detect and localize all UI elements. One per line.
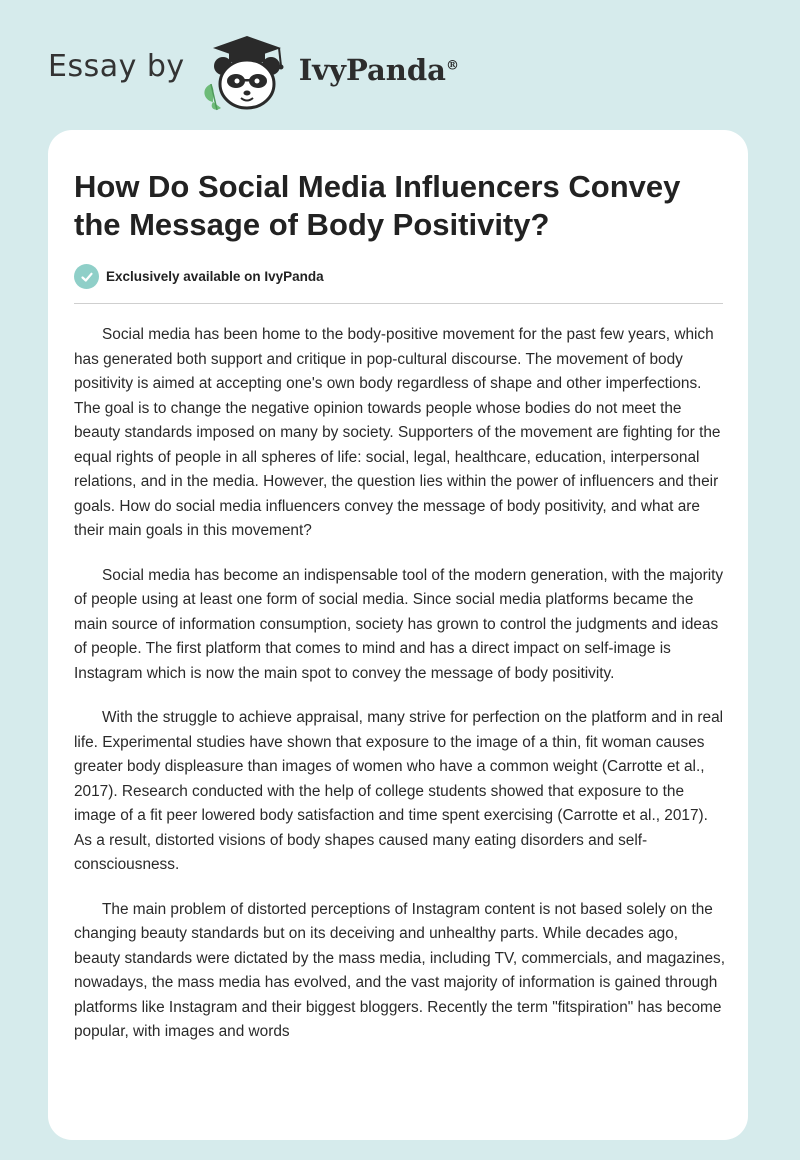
exclusive-badge [74,264,324,289]
paragraph: Social media has become an indispensable tool of the modern generation, with the majority of people using at least one form of social media. Since social media platforms became the main source of information consumption, society has grown to control the judgments and ideas of people. The first platform that comes to mind and has a direct impact on self-image is Instagram which is now the main spot to convey the message of body positivity. [74,566,724,682]
paragraph: Social media has been home to the body-positive movement for the past few years, which has generated both support and critique in pop-cultural discourse. The movement of body positivity is aimed at accepting one's own body regardless of shape and other imperfections. The goal is to change the negative opinion towards people whose bodies do not meet the beauty standards imposed on many by society. Supporters of the movement are fighting for the equal rights of people in all spheres of life: social, legal, healthcare, education, interpersonal relations, and in the media. However, the question lies within the power of influencers and their goals. How do social media influencers convey the message of body positivity, and what are their main goals in this movement? [74,326,721,539]
brand-text: IvyPanda [298,53,446,87]
essay-title: How Do Social Media Influencers Convey the Message of Body Positivity? [74,169,681,242]
divider [74,303,723,304]
paragraph: With the struggle to achieve appraisal, many strive for perfection on the platform and in real life. Experimental studies have shown that exposure to the image of a thin, fit woman causes greater body displeasure than images of women who have a common weight (Carrotte et al., 2017). Research conducted with the help of college students showed that exposure to the image of a fit peer lowered body satisfaction and time spent exercising (Carrotte et al., 2017). As a result, distorted visions of body shapes caused many eating disorders and self-consciousness. [74,709,724,873]
brand-name[interactable] [299,53,459,87]
essay-by-label: Essay by [48,48,185,84]
check-icon [74,264,99,289]
registered-mark: ® [445,58,459,74]
site-header [48,32,548,112]
exclusive-badge-label: Exclusively available on IvyPanda [106,269,324,284]
essay-card [48,130,748,1140]
essay-body [74,323,726,1065]
ivypanda-logo-icon[interactable] [199,32,295,112]
paragraph: The main problem of distorted perceptions of Instagram content is not based solely on the changing beauty standards but on its deceiving and unhealthy parts. While decades ago, beauty standards were dictated by the mass media, including TV, commercials, and magazines, nowadays, the mass media has evolved, and the vast majority of information is gained through platforms like Instagram and their biggest bloggers. Recently the term "fitspiration" has become popular, with images and words [74,900,726,1040]
